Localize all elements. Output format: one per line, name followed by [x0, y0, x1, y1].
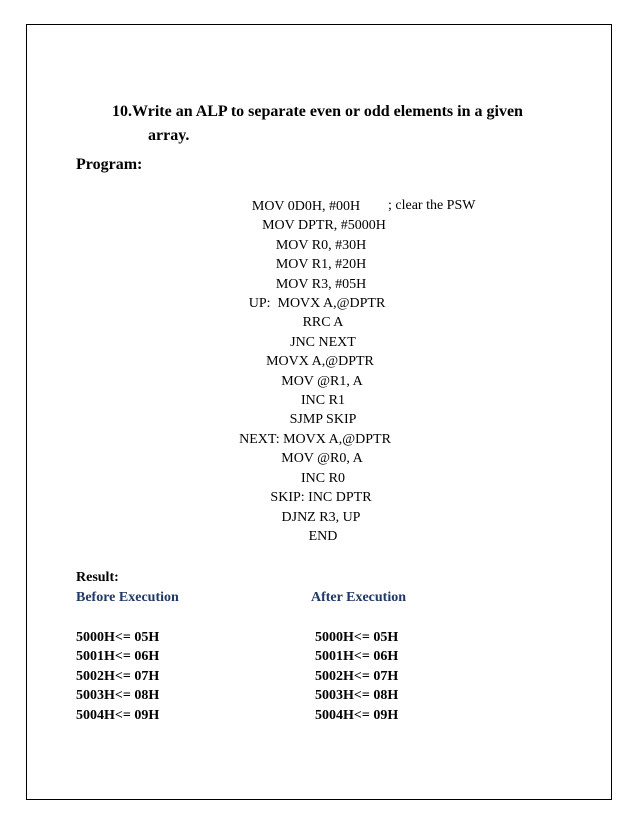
- code-line: END: [308, 528, 338, 544]
- code-line: MOV R0, #30H: [275, 237, 367, 253]
- program-code: [170, 197, 470, 546]
- memory-value: 5003H<= 08H: [315, 688, 399, 704]
- code-line: NEXT: MOVX A,@DPTR: [239, 431, 391, 447]
- code-line: DJNZ R3, UP: [281, 509, 361, 525]
- code-line: RRC A: [302, 315, 344, 331]
- memory-value: 5004H<= 09H: [76, 707, 160, 723]
- code-line: MOV DPTR, #5000H: [262, 218, 386, 234]
- code-line: INC R1: [301, 393, 345, 409]
- before-execution-heading: Before Execution: [76, 590, 179, 605]
- question-heading: [112, 100, 572, 148]
- code-line: JNC NEXT: [290, 334, 356, 350]
- memory-value: 5002H<= 07H: [76, 668, 160, 684]
- memory-value: 5002H<= 07H: [315, 668, 399, 684]
- code-line: MOV 0D0H, #00H: [251, 199, 361, 214]
- code-line: UP: MOVX A,@DPTR: [248, 296, 386, 312]
- code-line: MOV @R1, A: [281, 373, 363, 389]
- code-line: SKIP: INC DPTR: [270, 490, 372, 506]
- memory-value: 5000H<= 05H: [76, 630, 160, 645]
- code-line: MOV R1, #20H: [275, 257, 367, 273]
- result-label: Result:: [76, 570, 119, 585]
- question-heading-line2: array.: [148, 127, 190, 144]
- memory-value: 5000H<= 05H: [315, 630, 399, 645]
- code-line: SJMP SKIP: [289, 412, 357, 428]
- after-execution-list: [315, 628, 398, 725]
- program-label: Program:: [76, 156, 143, 173]
- question-heading-line1: 10.Write an ALP to separate even or odd elements in a given: [112, 103, 523, 120]
- after-execution-heading: After Execution: [311, 590, 406, 605]
- memory-value: 5004H<= 09H: [315, 707, 399, 723]
- memory-value: 5001H<= 06H: [76, 649, 160, 665]
- code-comment: ; clear the PSW: [388, 198, 476, 213]
- memory-value: 5001H<= 06H: [315, 649, 399, 665]
- code-line: MOV @R0, A: [281, 451, 363, 467]
- before-execution-list: [76, 628, 159, 725]
- code-line: INC R0: [301, 470, 345, 486]
- memory-value: 5003H<= 08H: [76, 688, 160, 704]
- code-line: MOV R3, #05H: [275, 276, 367, 292]
- code-line: MOVX A,@DPTR: [266, 354, 374, 370]
